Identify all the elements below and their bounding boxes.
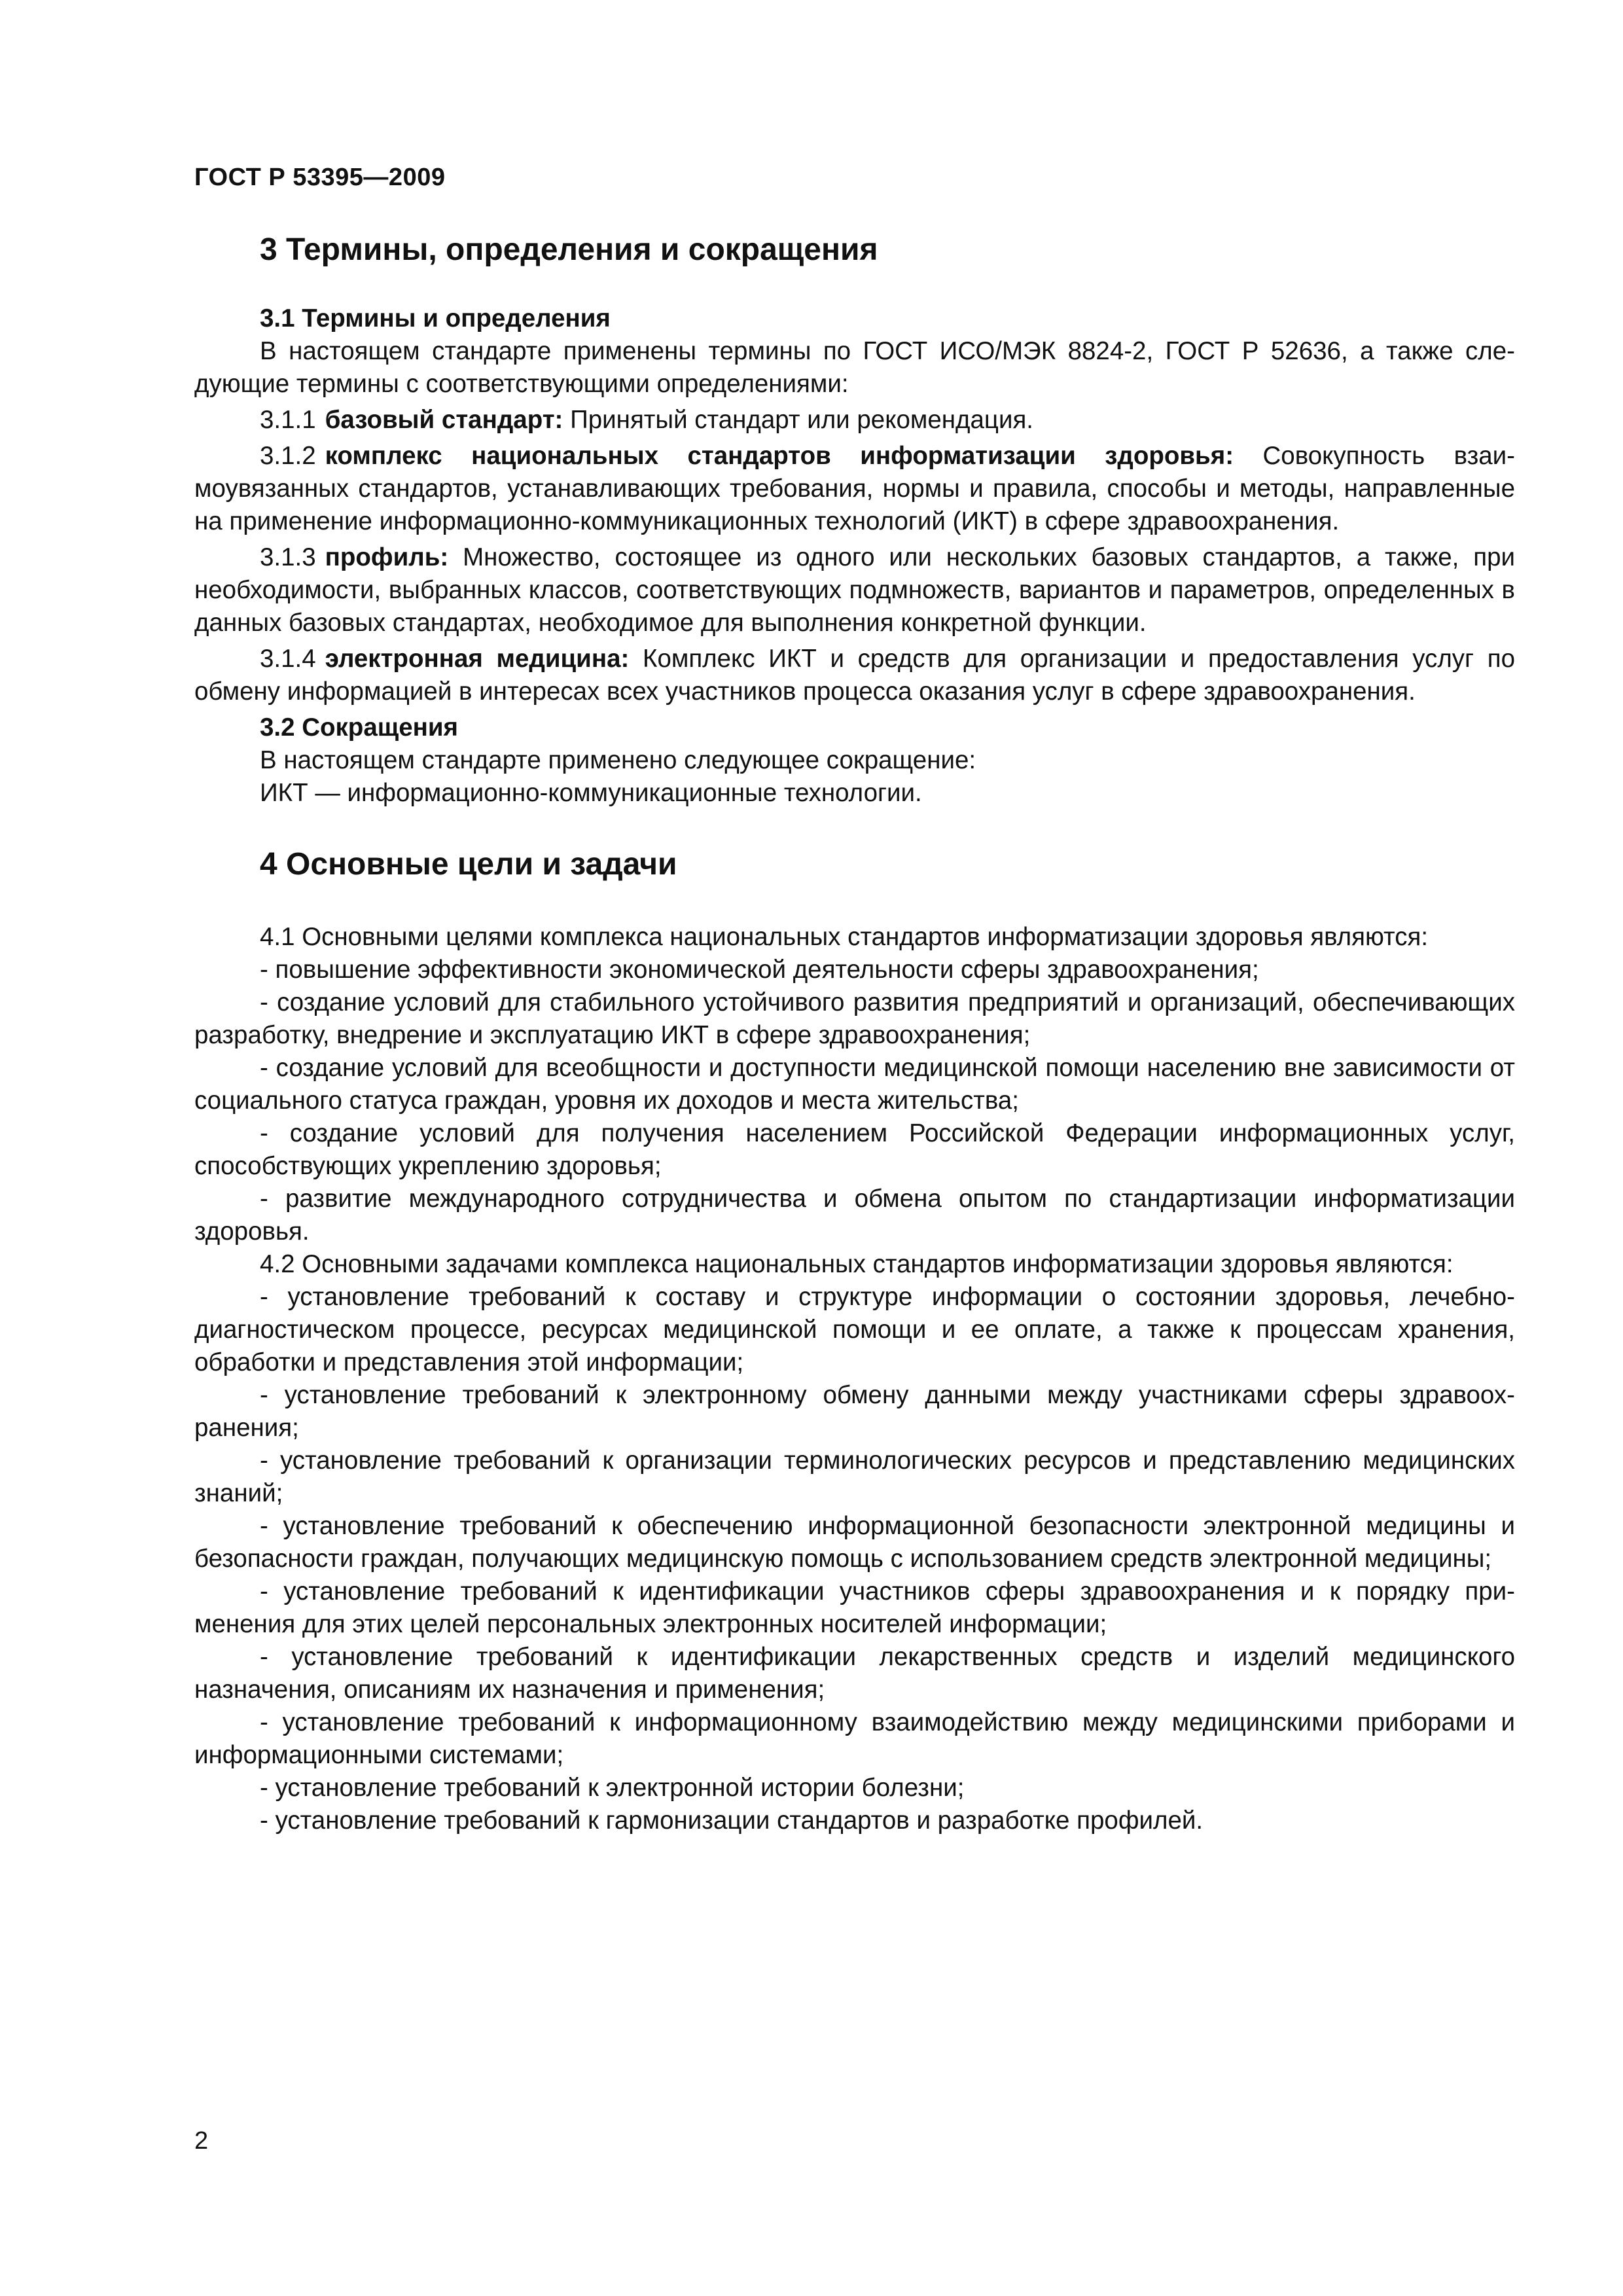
list-item: - установление требований к электронному обмену данными между участниками сферы здравоохранения;: [194, 1381, 1515, 1442]
term-name: электронная медицина:: [325, 645, 630, 673]
term-definition: [194, 541, 1515, 639]
section-3-title: 3 Термины, определения и сокращения: [260, 232, 878, 267]
term-number: 3.1.4: [260, 645, 316, 673]
term-definition: [194, 404, 1515, 437]
term-text: Комплекс ИКТ и средств для организации и предоставления услуг по обмену информацией в интересах всех участников процесса оказания услуг в сфере здравоохранения.: [194, 645, 1515, 706]
list-item: - повышение эффективности экономической деятельности сферы здравоохранения;: [260, 956, 1259, 984]
term-number: 3.1.1: [260, 406, 316, 434]
term-text: Множество, состоящее из одного или нескольких базовых стандартов, а также, при необходимости, выбранных классов, соответствующих подмножеств, вариантов и параметров, определенных в данных базовых стандартах, необходимое для выполнения конкретной функции.: [194, 543, 1515, 637]
subsection-3-2-title: 3.2 Сокращения: [260, 713, 459, 742]
term-name: базовый стандарт:: [325, 406, 563, 434]
page-number: 2: [194, 2127, 209, 2155]
term-definition: [194, 643, 1515, 708]
paragraph: 4.1 Основными целями комплекса национальных стандартов информатизации здоровья являются:: [260, 923, 1429, 951]
paragraph: В настоящем стандарте применены термины по ГОСТ ИСО/МЭК 8824-2, ГОСТ Р 52636, а также следующие термины с соответствующими определениями:: [194, 337, 1515, 398]
subsection-3-1-title: 3.1 Термины и определения: [260, 304, 611, 332]
list-item: - установление требований к информационному взаимодействию между медицинскими приборами и информационными системами;: [194, 1708, 1515, 1769]
list-item: - создание условий для стабильного устойчивого развития предприятий и организаций, обеспечивающих разработку, внедрение и эксплуатацию ИКТ в сфере здравоохранения;: [194, 988, 1515, 1049]
document-body: [194, 223, 1515, 1837]
list-item: - установление требований к организации терминологических ресурсов и представлению медицинских знаний;: [194, 1446, 1515, 1507]
term-text: Совокупность взаимоувязанных стандартов, устанавливающих требования, нормы и правила, способы и методы, направленные на применение информационно-коммуникационных технологий (ИКТ) в сфере здравоохранения.: [194, 442, 1515, 535]
list-item: - установление требований к идентификации лекарственных средств и изделий медицинского назначения, описаниям их назначения и применения;: [194, 1643, 1515, 1704]
paragraph: В настоящем стандарте применено следующее сокращение:: [260, 746, 976, 774]
document-code: ГОСТ Р 53395—2009: [194, 164, 446, 191]
term-number: 3.1.3: [260, 543, 316, 571]
term-number: 3.1.2: [260, 442, 316, 470]
section-4-title: 4 Основные цели и задачи: [260, 847, 677, 882]
list-item: - установление требований к обеспечению информационной безопасности электронной медицины и безопасности граждан, получающих медицинскую помощь с использованием средств электронной медицины;: [194, 1512, 1515, 1573]
list-item: - создание условий для всеобщности и доступности медицинской помощи населению вне зависимости от социального статуса граждан, уровня их доходов и места жительства;: [194, 1054, 1515, 1115]
list-item: - установление требований к электронной истории болезни;: [260, 1774, 965, 1802]
list-item: - установление требований к идентификации участников сферы здравоохранения и к порядку применения для этих целей персональных электронных носителей информации;: [194, 1577, 1515, 1638]
list-item: - создание условий для получения населением Российской Федерации информационных услуг, способствующих укреплению здоровья;: [194, 1119, 1515, 1180]
list-item: - установление требований к составу и структуре информации о состоянии здоровья, лечебно-диагностическом процессе, ресурсах медицинской помощи и ее оплате, а также к процессам хранения, обработки и представления этой информации;: [194, 1283, 1515, 1376]
term-text: Принятый стандарт или рекомендация.: [570, 406, 1034, 434]
list-item: - развитие международного сотрудничества и обмена опытом по стандартизации информатизации здоровья.: [194, 1185, 1515, 1246]
term-name: комплекс национальных стандартов информатизации здоровья:: [325, 442, 1234, 470]
term-name: профиль:: [325, 543, 449, 571]
paragraph: 4.2 Основными задачами комплекса национальных стандартов информатизации здоровья являются:: [260, 1250, 1454, 1278]
list-item: - установление требований к гармонизации стандартов и разработке профилей.: [260, 1806, 1204, 1835]
term-definition: [194, 440, 1515, 538]
abbreviation: ИКТ — информационно-коммуникационные технологии.: [260, 779, 922, 807]
